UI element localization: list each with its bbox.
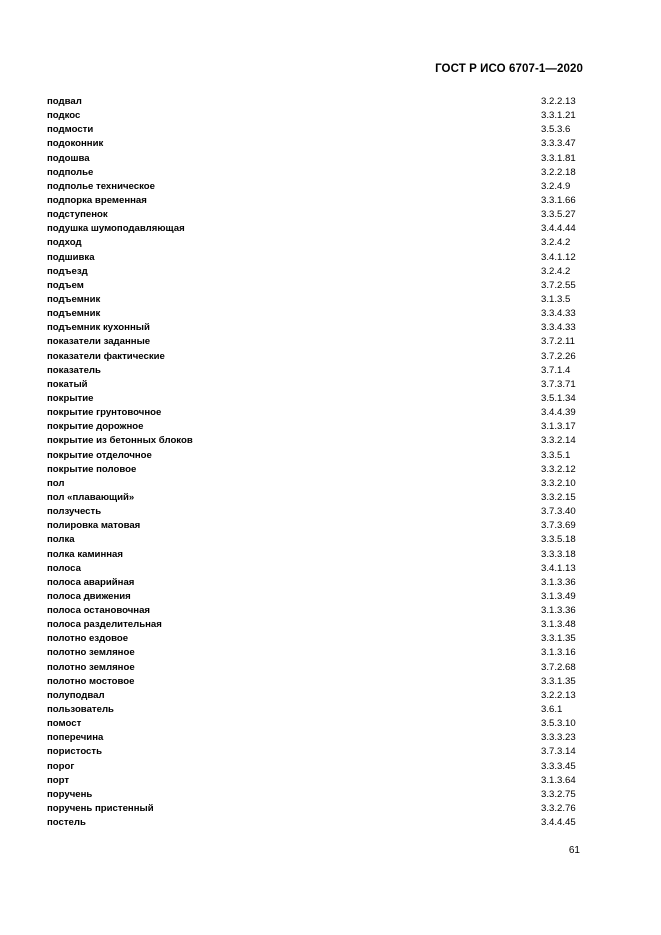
- index-reference: 3.3.1.35: [541, 633, 576, 645]
- index-term: пол: [47, 477, 65, 489]
- index-term: полировка матовая: [47, 520, 141, 532]
- index-term: полоса движения: [47, 590, 131, 602]
- index-entry: [47, 802, 581, 816]
- index-term: покрытие: [47, 392, 94, 404]
- index-entry: [47, 703, 581, 717]
- document-header: ГОСТ Р ИСО 6707-1—2020: [435, 63, 583, 75]
- index-term: полоса остановочная: [47, 605, 151, 617]
- index-reference: 3.3.5.18: [541, 534, 576, 546]
- index-term: пользователь: [47, 704, 114, 716]
- index-term: поперечина: [47, 732, 104, 744]
- index-entry: [47, 180, 581, 194]
- index-entry: [47, 632, 581, 646]
- index-entry: [47, 519, 581, 533]
- index-reference: 3.7.3.71: [541, 378, 576, 390]
- index-entry: [47, 350, 581, 364]
- index-term: подъемник: [47, 308, 101, 320]
- index-term: подъемник кухонный: [47, 322, 150, 334]
- index-entry: [47, 434, 581, 448]
- index-term: полка каминная: [47, 548, 123, 560]
- index-entry: [47, 265, 581, 279]
- index-entry: [47, 420, 581, 434]
- index-reference: 3.3.1.21: [541, 110, 576, 122]
- index-entry: [47, 236, 581, 250]
- index-reference: 3.3.3.45: [541, 760, 576, 772]
- index-reference: 3.4.1.13: [541, 562, 576, 574]
- index-entry: [47, 406, 581, 420]
- index-entry: [47, 449, 581, 463]
- index-term: покрытие половое: [47, 463, 137, 475]
- index-entry: [47, 166, 581, 180]
- index-reference: 3.2.4.2: [541, 237, 571, 249]
- index-reference: 3.3.1.66: [541, 194, 576, 206]
- index-entry: [47, 689, 581, 703]
- index-term: подмости: [47, 124, 94, 136]
- index-term: подвал: [47, 96, 82, 107]
- index-reference: 3.3.1.81: [541, 152, 576, 164]
- index-reference: 3.1.3.49: [541, 590, 576, 602]
- index-entry: [47, 335, 581, 349]
- index-term: полотно мостовое: [47, 675, 135, 687]
- index-term: подход: [47, 237, 82, 249]
- index-entry: [47, 109, 581, 123]
- index-reference: 3.3.5.1: [541, 449, 571, 461]
- index-term: полуподвал: [47, 689, 105, 701]
- index-entry: [47, 477, 581, 491]
- index-entry: [47, 293, 581, 307]
- index-reference: 3.7.2.11: [541, 336, 575, 348]
- index-term: порт: [47, 774, 70, 786]
- index-reference: 3.3.2.76: [541, 803, 576, 815]
- index-reference: 3.2.2.13: [541, 689, 576, 701]
- index-reference: 3.7.3.14: [541, 746, 576, 758]
- index-term: покрытие отделочное: [47, 449, 152, 461]
- index-term: подшивка: [47, 251, 95, 263]
- index-entry: [47, 760, 581, 774]
- index-reference: 3.3.2.15: [541, 491, 576, 503]
- index-reference: 3.1.3.17: [541, 421, 576, 433]
- index-term: полка: [47, 534, 75, 546]
- index-term: подкос: [47, 110, 81, 122]
- index-term: покрытие грунтовочное: [47, 407, 162, 419]
- index-entry: [47, 618, 581, 632]
- index-entry: [47, 604, 581, 618]
- index-reference: 3.5.3.6: [541, 124, 571, 136]
- index-entry: [47, 392, 581, 406]
- index-reference: 3.2.2.13: [541, 96, 576, 107]
- index-term: поручень пристенный: [47, 803, 154, 815]
- index-entry: [47, 731, 581, 745]
- index-term: полоса аварийная: [47, 576, 135, 588]
- index-term: полотно земляное: [47, 647, 135, 659]
- index-term: подъемник: [47, 293, 101, 305]
- index-entry: [47, 774, 581, 788]
- index-reference: 3.7.1.4: [541, 364, 571, 376]
- index-reference: 3.3.2.12: [541, 463, 576, 475]
- index-term: подпорка временная: [47, 194, 147, 206]
- index-term: постель: [47, 817, 86, 829]
- index-reference: 3.2.4.9: [541, 180, 571, 192]
- index-reference: 3.5.3.10: [541, 718, 576, 730]
- index-entry: [47, 251, 581, 265]
- index-term: подъезд: [47, 265, 88, 277]
- index-reference: 3.3.4.33: [541, 308, 576, 320]
- index-term: полотно земляное: [47, 661, 135, 673]
- index-term: подушка шумоподавляющая: [47, 223, 185, 235]
- index-entry: [47, 321, 581, 335]
- index-entry: [47, 307, 581, 321]
- index-reference: 3.3.2.10: [541, 477, 576, 489]
- index-entry: [47, 745, 581, 759]
- index-entry: [47, 562, 581, 576]
- index-reference: 3.1.3.48: [541, 619, 576, 631]
- index-term: порог: [47, 760, 75, 772]
- index-term: пол «плавающий»: [47, 491, 135, 503]
- alphabetical-index: [47, 95, 581, 830]
- index-term: полоса: [47, 562, 81, 574]
- index-reference: 3.3.5.27: [541, 209, 576, 221]
- index-entry: [47, 95, 581, 109]
- index-entry: [47, 194, 581, 208]
- index-term: поручень: [47, 788, 93, 800]
- index-term: покрытие из бетонных блоков: [47, 435, 193, 447]
- index-entry: [47, 152, 581, 166]
- index-reference: 3.1.3.36: [541, 605, 576, 617]
- index-reference: 3.4.4.45: [541, 817, 576, 829]
- index-entry: [47, 491, 581, 505]
- index-entry: [47, 123, 581, 137]
- index-entry: [47, 788, 581, 802]
- index-entry: [47, 717, 581, 731]
- index-entry: [47, 208, 581, 222]
- index-term: полотно ездовое: [47, 633, 129, 645]
- index-term: подошва: [47, 152, 90, 164]
- index-term: показатель: [47, 364, 101, 376]
- index-term: полоса разделительная: [47, 619, 162, 631]
- index-entry: [47, 675, 581, 689]
- index-reference: 3.1.3.5: [541, 293, 571, 305]
- index-reference: 3.1.3.64: [541, 774, 576, 786]
- index-entry: [47, 137, 581, 151]
- index-reference: 3.3.3.47: [541, 138, 576, 150]
- index-entry: [47, 590, 581, 604]
- index-reference: 3.3.3.23: [541, 732, 576, 744]
- index-reference: 3.4.1.12: [541, 251, 576, 263]
- index-reference: 3.5.1.34: [541, 392, 576, 404]
- index-reference: 3.2.4.2: [541, 265, 571, 277]
- index-entry: [47, 463, 581, 477]
- index-term: покатый: [47, 378, 88, 390]
- index-reference: 3.7.2.55: [541, 279, 576, 291]
- index-reference: 3.3.1.35: [541, 675, 576, 687]
- index-entry: [47, 816, 581, 830]
- index-term: ползучесть: [47, 506, 102, 518]
- index-reference: 3.4.4.39: [541, 407, 576, 419]
- index-term: показатели заданные: [47, 336, 151, 348]
- index-reference: 3.2.2.18: [541, 166, 576, 178]
- index-term: подполье: [47, 166, 94, 178]
- index-reference: 3.7.3.40: [541, 506, 576, 518]
- index-reference: 3.1.3.16: [541, 647, 576, 659]
- page-number: 61: [568, 845, 580, 856]
- index-term: покрытие дорожное: [47, 421, 144, 433]
- index-reference: 3.7.2.68: [541, 661, 576, 673]
- index-reference: 3.3.2.14: [541, 435, 576, 447]
- index-term: подъем: [47, 279, 84, 291]
- index-term: пористость: [47, 746, 102, 758]
- index-entry: [47, 646, 581, 660]
- index-reference: 3.3.4.33: [541, 322, 576, 334]
- index-reference: 3.6.1: [541, 704, 563, 716]
- index-term: подполье техническое: [47, 180, 155, 192]
- index-entry: [47, 548, 581, 562]
- index-entry: [47, 505, 581, 519]
- index-reference: 3.7.2.26: [541, 350, 576, 362]
- index-entry: [47, 576, 581, 590]
- index-reference: 3.1.3.36: [541, 576, 576, 588]
- index-entry: [47, 533, 581, 547]
- index-term: показатели фактические: [47, 350, 165, 362]
- index-reference: 3.7.3.69: [541, 520, 576, 532]
- index-term: помост: [47, 718, 82, 730]
- index-reference: 3.4.4.44: [541, 223, 576, 235]
- index-entry: [47, 378, 581, 392]
- index-reference: 3.3.2.75: [541, 788, 576, 800]
- index-term: подступенок: [47, 209, 108, 221]
- index-entry: [47, 222, 581, 236]
- index-term: подоконник: [47, 138, 104, 150]
- index-entry: [47, 279, 581, 293]
- index-entry: [47, 661, 581, 675]
- index-reference: 3.3.3.18: [541, 548, 576, 560]
- index-entry: [47, 364, 581, 378]
